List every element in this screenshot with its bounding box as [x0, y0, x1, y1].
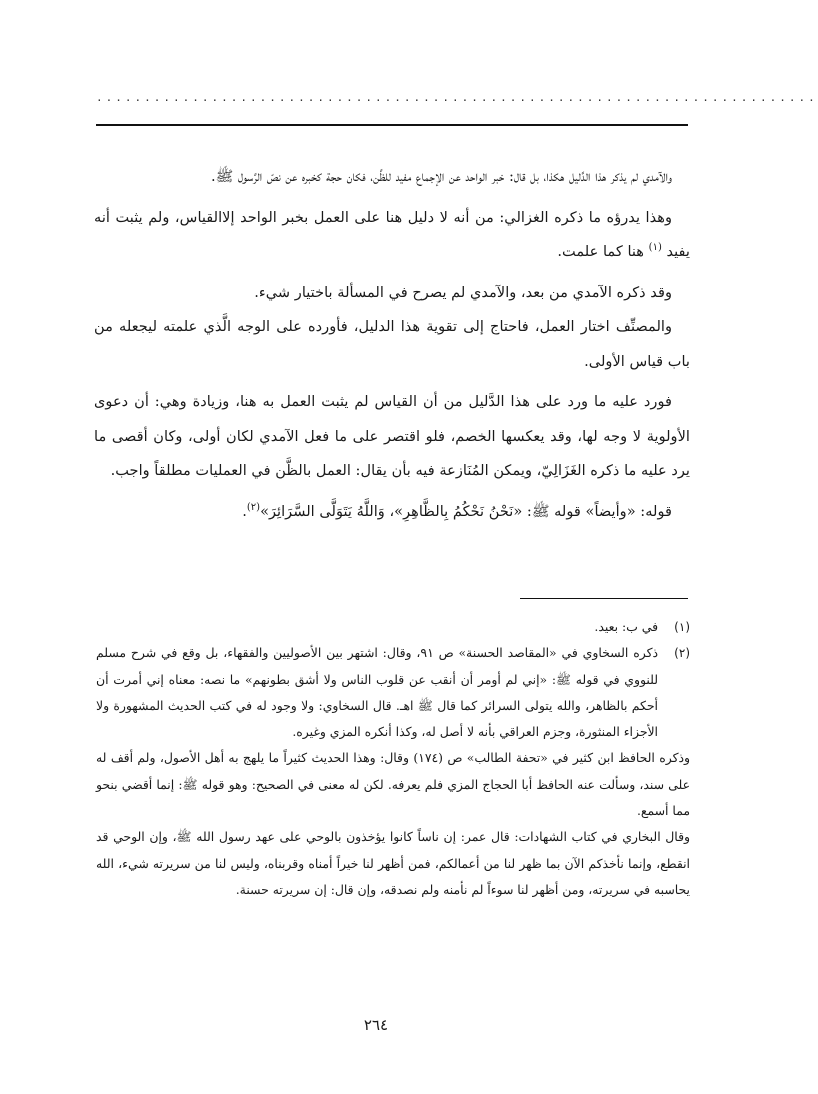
footnote-number: (٢) [674, 646, 690, 661]
footnote-ref: (٢) [246, 501, 261, 513]
footnote-text: ذكره السخاوي في «المقاصد الحسنة» ص ٩١، وقال: اشتهر بين الأصوليين والفقهاء، بل وقع في شرح مسلم للنووي في قوله ﷺ: «إني لم أومر أن أنقب عن قلوب الناس ولا أشق بطونهم» ما نصه: معناه إني أمرت أن أحكم بالظاهر، والله يتولى السرائر كما قال ﷺ اهـ. قال السخاوي: ولا وجود له في كتب الحديث المشهورة ولا الأجزاء المنثورة، وجزم العراقي بأنه لا أصل له، وكذا أنكره المزي وغيره. [96, 645, 658, 740]
footnote-ref: (١) [648, 242, 662, 254]
footnote-rule [520, 598, 688, 599]
paragraph [94, 201, 690, 270]
paragraph: والآمدي لم يذكر هذا الدَّليل هكذا، بل قال: خبر الواحد عن الإجماع مفيد للظَّن، فكان حجة كخبره عن نصّ الرَّسول ﷺ. [211, 168, 672, 185]
footnote-body [96, 614, 658, 640]
footnote-number: (١) [674, 620, 690, 634]
paragraph: فورد عليه ما ورد على هذا الدَّليل من أن القياس لم يثبت العمل به هنا، وزيادة وهي: أن دعوى الأولوية لا وجه لها، وقد يعكسها الخصم، فلو اقتصر على ما فعل الآمدي لكان أولى، وكان أقصى ما يرد عليه ما ذكره الغَزَالِيّ، ويمكن المُنَازعة فيه بأن يقال: العمل بالظَّن في العمليات مطلقاً واجب. [94, 393, 690, 479]
header-dotted-line: ........................................................................... [96, 91, 818, 104]
paragraph-text: هنا كما علمت. [557, 243, 645, 260]
main-text [94, 160, 690, 529]
paragraph-text: وهذا يدرؤه ما ذكره الغزالي: من أنه لا دليل هنا على العمل بخبر الواحد إلاالقياس، ولم يثبت أنه يفيد [94, 208, 690, 260]
footnote [96, 614, 690, 640]
footnote-body [96, 640, 658, 745]
footnote-continuation: وقال البخاري في كتاب الشهادات: قال عمر: إن ناساً كانوا يؤخذون بالوحي على عهد رسول الله ﷺ، وإن الوحي قد انقطع، وإنما نأخذكم الآن بما ظهر لنا من أعمالكم، فمن أظهر لنا خيراً أمناه وقربناه، وليس لنا من سريرته شيء، الله يحاسبه في سريرته، ومن أظهر لنا سوءاً لم نأمنه ولم نصدقه، وإن قال: إن سريرته حسنة. [96, 829, 690, 897]
paragraph-text: قوله: «وأيضاً» قوله ﷺ: «نَحْنُ نَحْكُمُ بِالظَّاهِرِ»، وَاللَّهُ يَتَوَلَّى السَّرَائِرَ» [260, 502, 672, 520]
paragraph: قوله: «وأيضاً» قوله ﷺ: «نَحْنُ نَحْكُمُ بِالظَّاهِرِ»، وَاللَّهُ يَتَوَلَّى السَّرَائِرَ»$^{(٢)}$. [242, 501, 672, 520]
footnotes [96, 614, 690, 903]
header-rule [96, 124, 688, 126]
footnote-text: في ب: بعيد. [594, 619, 658, 634]
page-number: ٢٦٤ [363, 1016, 389, 1034]
paragraph: وقد ذكره الآمدي من بعد، والآمدي لم يصرح في المسألة باختيار شيء. [254, 283, 672, 301]
footnote [96, 640, 690, 745]
footnote-continuation: وذكره الحافظ ابن كثير في «تحفة الطالب» ص (١٧٤) وقال: وهذا الحديث كثيراً ما يلهج به أهل الأصول، ولم أقف له على سند، وسألت عنه الحافظ أبا الحجاج المزي فلم يعرفه. لكن له معنى في الصحيح: وهو قوله ﷺ: إنما أقضي بنحو مما أسمع. [96, 750, 690, 819]
paragraph: والمصنِّف اختار العمل، فاحتاج إلى تقوية هذا الدليل، فأورده على الوجه الَّذي علمته ليجعله من باب قياس الأولى. [94, 318, 690, 370]
